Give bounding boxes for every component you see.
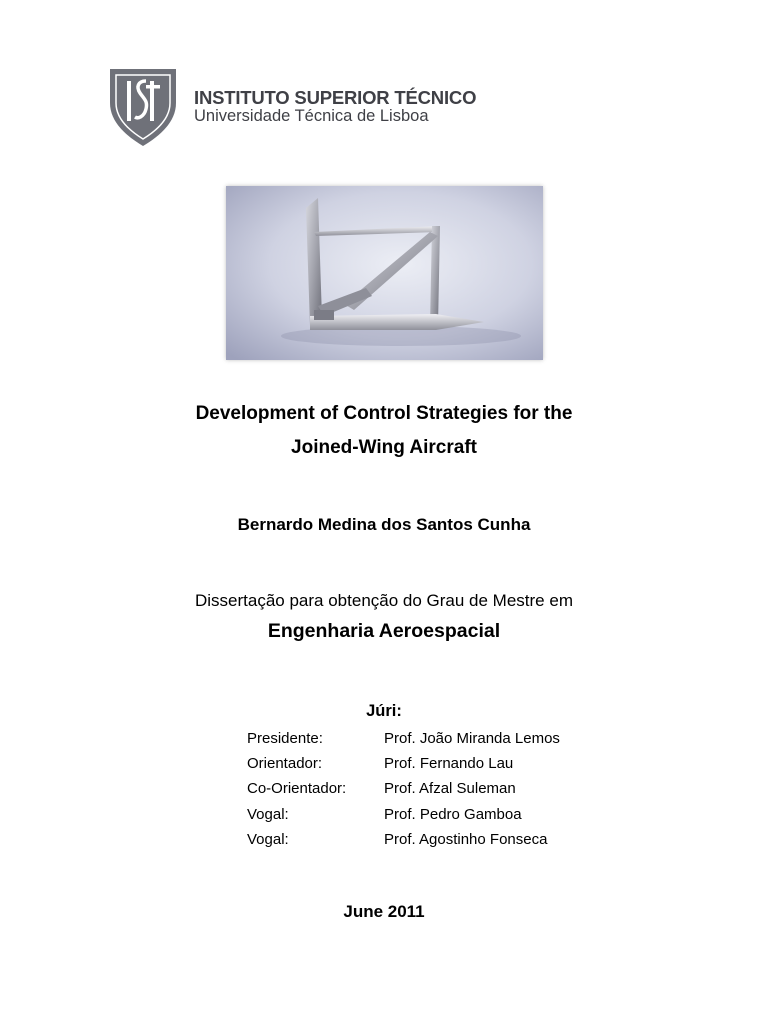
jury-member-name: Prof. Pedro Gamboa [384,805,522,823]
jury-row [247,780,647,805]
thesis-title-line-1: Development of Control Strategies for the [195,403,573,424]
jury-member-name: Prof. Fernando Lau [384,755,514,773]
jury-role: Presidente: [247,730,323,747]
jury-member-name: Prof. Agostinho Fonseca [384,830,548,848]
jury-list [247,730,647,856]
jury-role: Orientador: [247,755,323,773]
shield-icon [110,67,178,147]
jury-row [247,730,647,755]
aircraft-render-image [226,186,543,360]
dissertation-statement: Dissertação para obtenção do Grau de Mestre em [195,591,573,610]
institution-name: INSTITUTO SUPERIOR TÉCNICO [194,87,477,108]
jury-role: Vogal: [247,830,289,848]
submission-date: June 2011 [343,902,425,921]
institution-logo [110,67,477,149]
jury-member-name: Prof. Afzal Suleman [384,780,516,798]
jury-role: Vogal: [247,805,289,823]
jury-row [247,806,647,831]
university-name: Universidade Técnica de Lisboa [194,107,429,125]
degree-name: Engenharia Aeroespacial [267,620,501,642]
jury-row [247,831,647,856]
thesis-title-line-2: Joined-Wing Aircraft [291,437,477,458]
jury-heading: Júri: [366,702,402,720]
jury-member-name: Prof. João Miranda Lemos [384,730,560,747]
author-name: Bernardo Medina dos Santos Cunha [237,515,531,534]
jury-role: Co-Orientador: [247,780,347,798]
jury-row [247,755,647,780]
